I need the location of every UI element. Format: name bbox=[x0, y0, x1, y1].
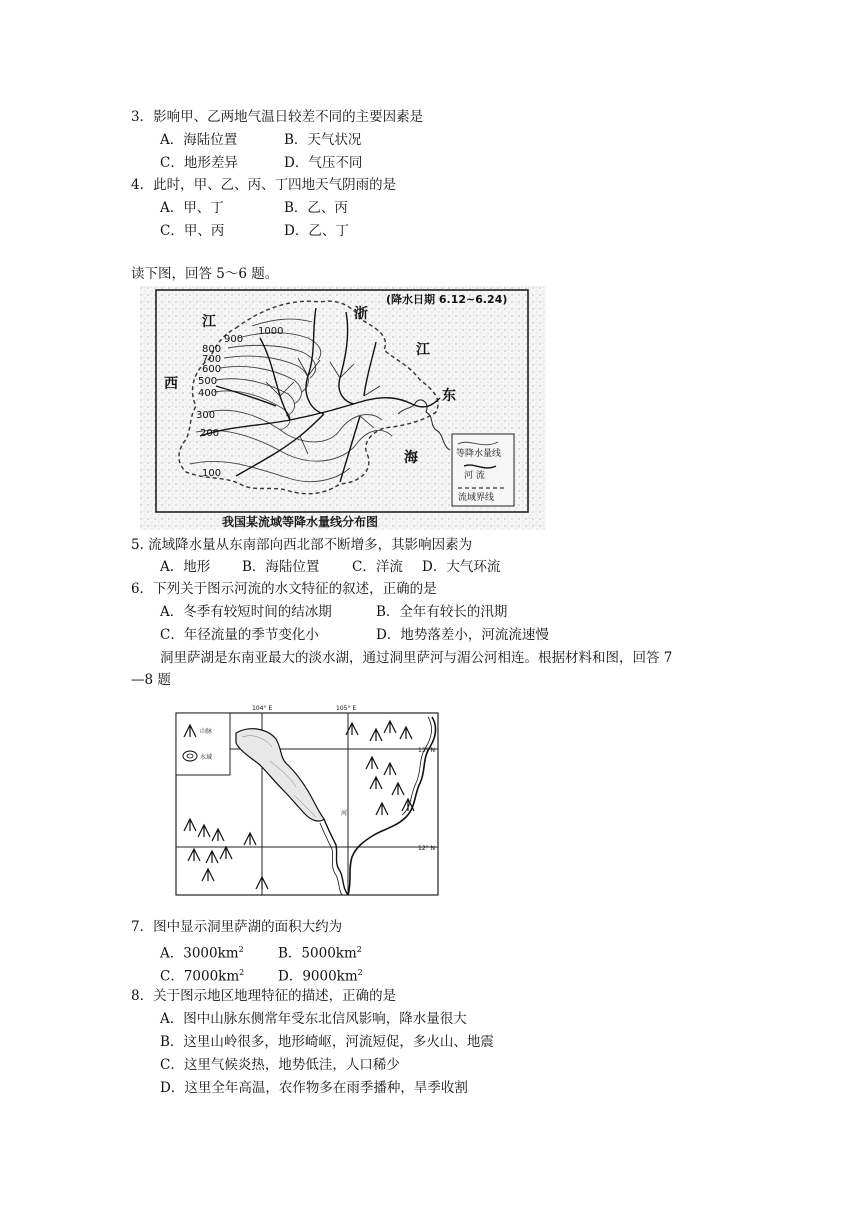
legend-mountain-label: 山脉 bbox=[200, 728, 213, 735]
latitude-12: 12° N bbox=[418, 845, 436, 852]
q4-options-row2 bbox=[160, 222, 349, 240]
q4-stem: 4．此时，甲、乙、丙、丁四地天气阴雨的是 bbox=[131, 177, 397, 193]
unit-superscript: 2 bbox=[238, 945, 244, 954]
q6-options-row2 bbox=[160, 626, 549, 644]
q8-option-a: A．图中山脉东侧常年受东北信风影响，降水量很大 bbox=[160, 1011, 467, 1027]
unit-superscript: 2 bbox=[357, 968, 363, 977]
isoline-label: 1000 bbox=[258, 326, 284, 337]
longitude-104: 104° E bbox=[252, 705, 273, 712]
region-label-xi: 西 bbox=[164, 376, 178, 392]
q4-option-a: A．甲、丁 bbox=[160, 200, 224, 216]
isoline-label: 700 bbox=[202, 354, 222, 365]
q3-option-c: C．地形差异 bbox=[160, 155, 238, 171]
longitude-105: 105° E bbox=[336, 705, 357, 712]
isoline-label: 200 bbox=[200, 428, 220, 439]
q3-options-row2 bbox=[160, 154, 362, 172]
q8-option-d: D．这里全年高温，农作物多在雨季播种，旱季收割 bbox=[160, 1080, 468, 1096]
isoline-label: 100 bbox=[202, 468, 222, 479]
map1-caption: 我国某流域等降水量线分布图 bbox=[222, 515, 379, 529]
q5-stem: 5. 流域降水量从东南部向西北部不断增多，其影响因素为 bbox=[131, 537, 473, 553]
intro-7-8-line1: 洞里萨湖是东南亚最大的淡水湖，通过洞里萨河与湄公河相连。根据材料和图，回答 7 bbox=[160, 650, 673, 666]
region-label-zhe: 浙 bbox=[354, 306, 368, 322]
q4-option-d: D．乙、丁 bbox=[284, 223, 349, 239]
q6-option-c: C．年径流量的季节变化小 bbox=[160, 627, 319, 643]
q7-options-row1 bbox=[160, 941, 362, 963]
isoline-label: 400 bbox=[198, 388, 218, 399]
map1-legend bbox=[452, 434, 514, 506]
q3-options-row1 bbox=[160, 131, 361, 149]
q6-stem: 6．下列关于图示河流的水文特征的叙述，正确的是 bbox=[131, 581, 437, 597]
q6-option-b: B．全年有较长的汛期 bbox=[376, 604, 508, 620]
q5-option-c: C．洋流 bbox=[352, 559, 403, 575]
q5-option-a: A．地形 bbox=[160, 559, 211, 575]
q8-stem: 8．关于图示地区地理特征的描述，正确的是 bbox=[131, 988, 397, 1004]
q4-option-c: C．甲、丙 bbox=[160, 223, 225, 239]
isoline-label: 300 bbox=[196, 410, 216, 421]
q6-option-a: A．冬季有较短时间的结冰期 bbox=[160, 604, 332, 620]
q7-option-a: A．3000km bbox=[160, 945, 239, 962]
isoline-label: 900 bbox=[224, 334, 244, 345]
q3-option-b: B．天气状况 bbox=[284, 132, 362, 148]
q3-stem: 3．影响甲、乙两地气温日较差不同的主要因素是 bbox=[131, 109, 424, 125]
q7-option-b: B．5000km bbox=[278, 945, 357, 962]
map2-legend bbox=[176, 713, 230, 775]
legend-boundary-label: 流域界线 bbox=[458, 493, 495, 503]
q7-option-d: D．9000km bbox=[278, 968, 358, 985]
legend-lake-label: 水域 bbox=[200, 754, 213, 761]
river-label: 河 bbox=[341, 810, 348, 817]
isoline-label: 800 bbox=[202, 344, 222, 355]
intro-7-8-line2: —8 题 bbox=[131, 672, 171, 688]
q3-option-d: D．气压不同 bbox=[284, 155, 363, 171]
q7-options-row2 bbox=[160, 964, 363, 986]
q7-stem: 7．图中显示洞里萨湖的面积大约为 bbox=[131, 919, 343, 935]
latitude-13: 13° N bbox=[418, 747, 436, 754]
q5-option-d: D．大气环流 bbox=[422, 559, 501, 575]
q8-option-c: C．这里气候炎热，地势低洼，人口稀少 bbox=[160, 1057, 400, 1073]
q6-options-row1 bbox=[160, 603, 507, 621]
q4-options-row1 bbox=[160, 199, 348, 217]
region-label-jiang-2: 江 bbox=[416, 342, 430, 358]
q3-option-a: A．海陆位置 bbox=[160, 132, 238, 148]
q5-options bbox=[160, 558, 500, 576]
region-label-dong: 东 bbox=[442, 388, 456, 404]
q6-option-d: D．地势落差小，河流流速慢 bbox=[376, 627, 549, 643]
legend-isohyet-label: 等降水量线 bbox=[456, 449, 502, 459]
q7-option-c: C．7000km bbox=[160, 968, 240, 985]
q5-option-b: B．海陆位置 bbox=[242, 559, 320, 575]
q8-option-b: B．这里山岭很多，地形崎岖，河流短促，多火山、地震 bbox=[160, 1034, 494, 1050]
tonle-sap-map bbox=[170, 703, 445, 898]
precipitation-isohyet-map bbox=[140, 286, 546, 530]
intro-5-6: 读下图，回答 5～6 题。 bbox=[131, 266, 279, 282]
legend-river-label: 河 流 bbox=[464, 471, 485, 481]
region-label-jiang: 江 bbox=[202, 314, 216, 330]
isoline-label: 600 bbox=[202, 364, 222, 375]
q4-option-b: B．乙、丙 bbox=[284, 200, 348, 216]
unit-superscript: 2 bbox=[356, 945, 362, 954]
map1-date-label: (降水日期 6.12~6.24) bbox=[386, 293, 508, 306]
unit-superscript: 2 bbox=[239, 968, 245, 977]
isoline-label: 500 bbox=[198, 376, 218, 387]
region-label-hai: 海 bbox=[404, 450, 418, 466]
